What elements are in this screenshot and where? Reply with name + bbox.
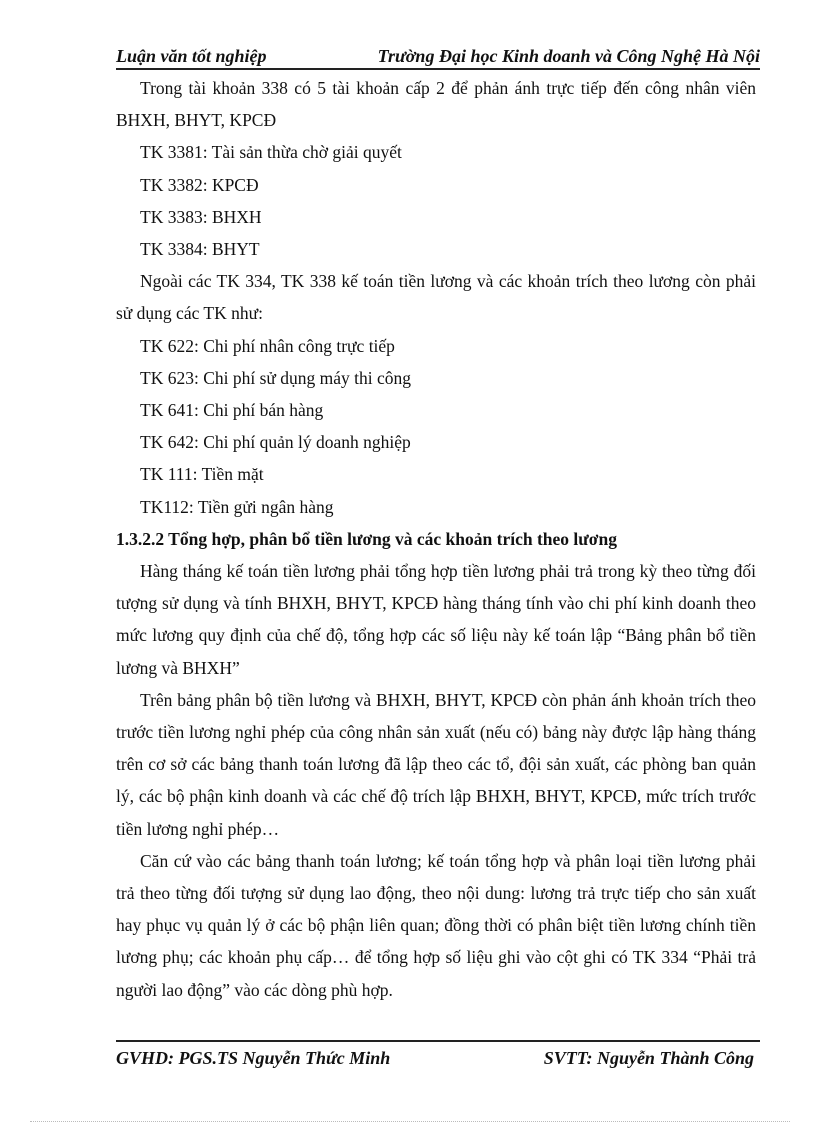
- page-bottom-divider: [30, 1121, 790, 1122]
- other-accounts-paragraph: Ngoài các TK 334, TK 338 kế toán tiền lương và các khoản trích theo lương còn phải sử dụng các TK như:: [116, 271, 756, 324]
- paragraph-3: Căn cứ vào các bảng thanh toán lương; kế toán tổng hợp và phân loại tiền lương phải trả theo từng đối tượng sử dụng lao động, theo nội dung: lương trả trực tiếp cho sản xuất hay phục vụ quản lý ở các bộ phận liên quan; đồng thời có phân biệt tiền lương chính tiền lương phụ; các khoản phụ cấp… để tổng hợp số liệu ghi vào cột ghi có TK 334 “Phải trả người lao động” vào các dòng phù hợp.: [116, 850, 756, 1000]
- tk-623-line: TK 623: Chi phí sử dụng máy thi công: [140, 367, 412, 388]
- tk-641-line: TK 641: Chi phí bán hàng: [140, 400, 324, 421]
- footer-student: SVTT: Nguyễn Thành Công: [543, 1048, 754, 1068]
- tk-3382-line: TK 3382: KPCĐ: [140, 174, 259, 195]
- header-thesis-label: Luận văn tốt nghiệp: [116, 46, 267, 66]
- header-university-name: Trường Đại học Kinh doanh và Công Nghệ Hà Nội: [377, 46, 760, 66]
- tk-112-line: TK112: Tiền gửi ngân hàng: [140, 496, 334, 517]
- section-heading: 1.3.2.2 Tổng hợp, phân bổ tiền lương và các khoản trích theo lương: [116, 528, 617, 549]
- tk-642-line: TK 642: Chi phí quản lý doanh nghiệp: [140, 432, 411, 453]
- footer-supervisor: GVHD: PGS.TS Nguyễn Thức Minh: [116, 1048, 391, 1068]
- intro-paragraph: Trong tài khoản 338 có 5 tài khoản cấp 2 để phản ánh trực tiếp đến công nhân viên BHXH, BHYT, KPCĐ: [116, 78, 756, 131]
- tk-622-line: TK 622: Chi phí nhân công trực tiếp: [140, 335, 395, 356]
- tk-111-line: TK 111: Tiền mặt: [140, 464, 264, 485]
- page-header: [116, 42, 760, 70]
- tk-3381-line: TK 3381: Tài sản thừa chờ giải quyết: [140, 142, 402, 163]
- tk-3383-line: TK 3383: BHXH: [140, 206, 262, 227]
- page-footer: [116, 1040, 760, 1072]
- paragraph-1: Hàng tháng kế toán tiền lương phải tổng hợp tiền lương phải trả trong kỳ theo từng đối tượng sử dụng và tính BHXH, BHYT, KPCĐ hàng tháng tính vào chi phí kinh doanh theo mức lương quy định của chế độ, tổng hợp các số liệu này kế toán lập “Bảng phân bổ tiền lương và BHXH”: [116, 561, 756, 678]
- document-body: [116, 72, 756, 1006]
- paragraph-2: Trên bảng phân bộ tiền lương và BHXH, BHYT, KPCĐ còn phản ánh khoản trích theo trước tiền lương nghỉ phép của công nhân sản xuất (nếu có) bảng này được lập hàng tháng trên cơ sở các bảng thanh toán lương đã lập theo các tổ, đội sản xuất, các phòng ban quản lý, các bộ phận kinh doanh và các chế độ trích lập BHXH, BHYT, KPCĐ, mức trích trước tiền lương nghỉ phép…: [116, 689, 756, 839]
- tk-3384-line: TK 3384: BHYT: [140, 239, 260, 260]
